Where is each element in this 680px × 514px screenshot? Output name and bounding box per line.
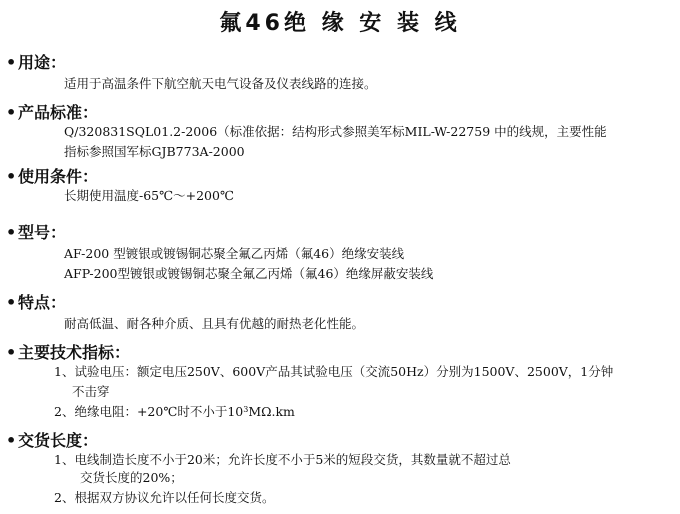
features-text: 耐高低温、耐各种介质、且具有优越的耐热老化性能。 <box>64 316 365 331</box>
section-heading-delivery <box>6 428 98 451</box>
insulation-exponent: 3 <box>243 405 249 414</box>
spec-test-voltage-cont: 不击穿 <box>72 384 110 399</box>
heading-label: 用途： <box>18 53 67 72</box>
delivery-item-2: 2、根据双方协议允许以任何长度交货。 <box>54 490 275 505</box>
bullet-icon: • <box>6 103 17 122</box>
heading-label: 主要技术指标： <box>18 343 131 362</box>
heading-label: 产品标准： <box>18 103 99 122</box>
section-heading-models <box>6 220 66 243</box>
heading-label: 交货长度： <box>18 431 99 450</box>
bullet-icon: • <box>6 343 17 362</box>
document-title: 氟46绝 缘 安 装 线 <box>219 11 461 36</box>
section-heading-specs <box>6 340 130 363</box>
model-af200: AF-200 型镀银或镀锡铜芯聚全氟乙丙烯（氟46）绝缘安装线 <box>64 246 405 261</box>
standard-text-line-1: Q/320831SQL01.2-2006（标准依据：结构形式参照美军标MIL-W-22759 中的线规，主要性能 <box>64 124 607 139</box>
bullet-icon: • <box>6 431 17 450</box>
standard-text-line-2: 指标参照国军标GJB773A-2000 <box>64 144 245 159</box>
insulation-prefix: 2、绝缘电阻：+20℃时不小于10 <box>54 404 244 419</box>
usage-text: 适用于高温条件下航空航天电气设备及仪表线路的连接。 <box>64 76 377 91</box>
bullet-icon: • <box>6 223 17 242</box>
heading-label: 特点： <box>18 293 67 312</box>
section-heading-usage <box>6 50 66 73</box>
section-heading-features <box>6 290 66 313</box>
spec-test-voltage: 1、试验电压：额定电压250V、600V产品其试验电压（交流50Hz）分别为1500V、2500V，1分钟 <box>54 364 614 379</box>
model-afp200: AFP-200型镀银或镀锡铜芯聚全氟乙丙烯（氟46）绝缘屏蔽安装线 <box>64 266 434 281</box>
bullet-icon: • <box>6 293 17 312</box>
spec-insulation-resistance <box>54 404 295 420</box>
bullet-icon: • <box>6 53 17 72</box>
heading-label: 型号： <box>18 223 67 242</box>
section-heading-conditions <box>6 164 98 187</box>
heading-label: 使用条件： <box>18 167 99 186</box>
bullet-icon: • <box>6 167 17 186</box>
delivery-item-1: 1、电线制造长度不小于20米；允许长度不小于5米的短段交货，其数量就不超过总 <box>54 452 511 467</box>
section-heading-standard <box>6 100 98 123</box>
delivery-item-1-cont: 交货长度的20%； <box>80 470 183 485</box>
insulation-unit: MΩ.km <box>248 404 295 419</box>
conditions-text: 长期使用温度-65℃～+200℃ <box>64 188 234 203</box>
